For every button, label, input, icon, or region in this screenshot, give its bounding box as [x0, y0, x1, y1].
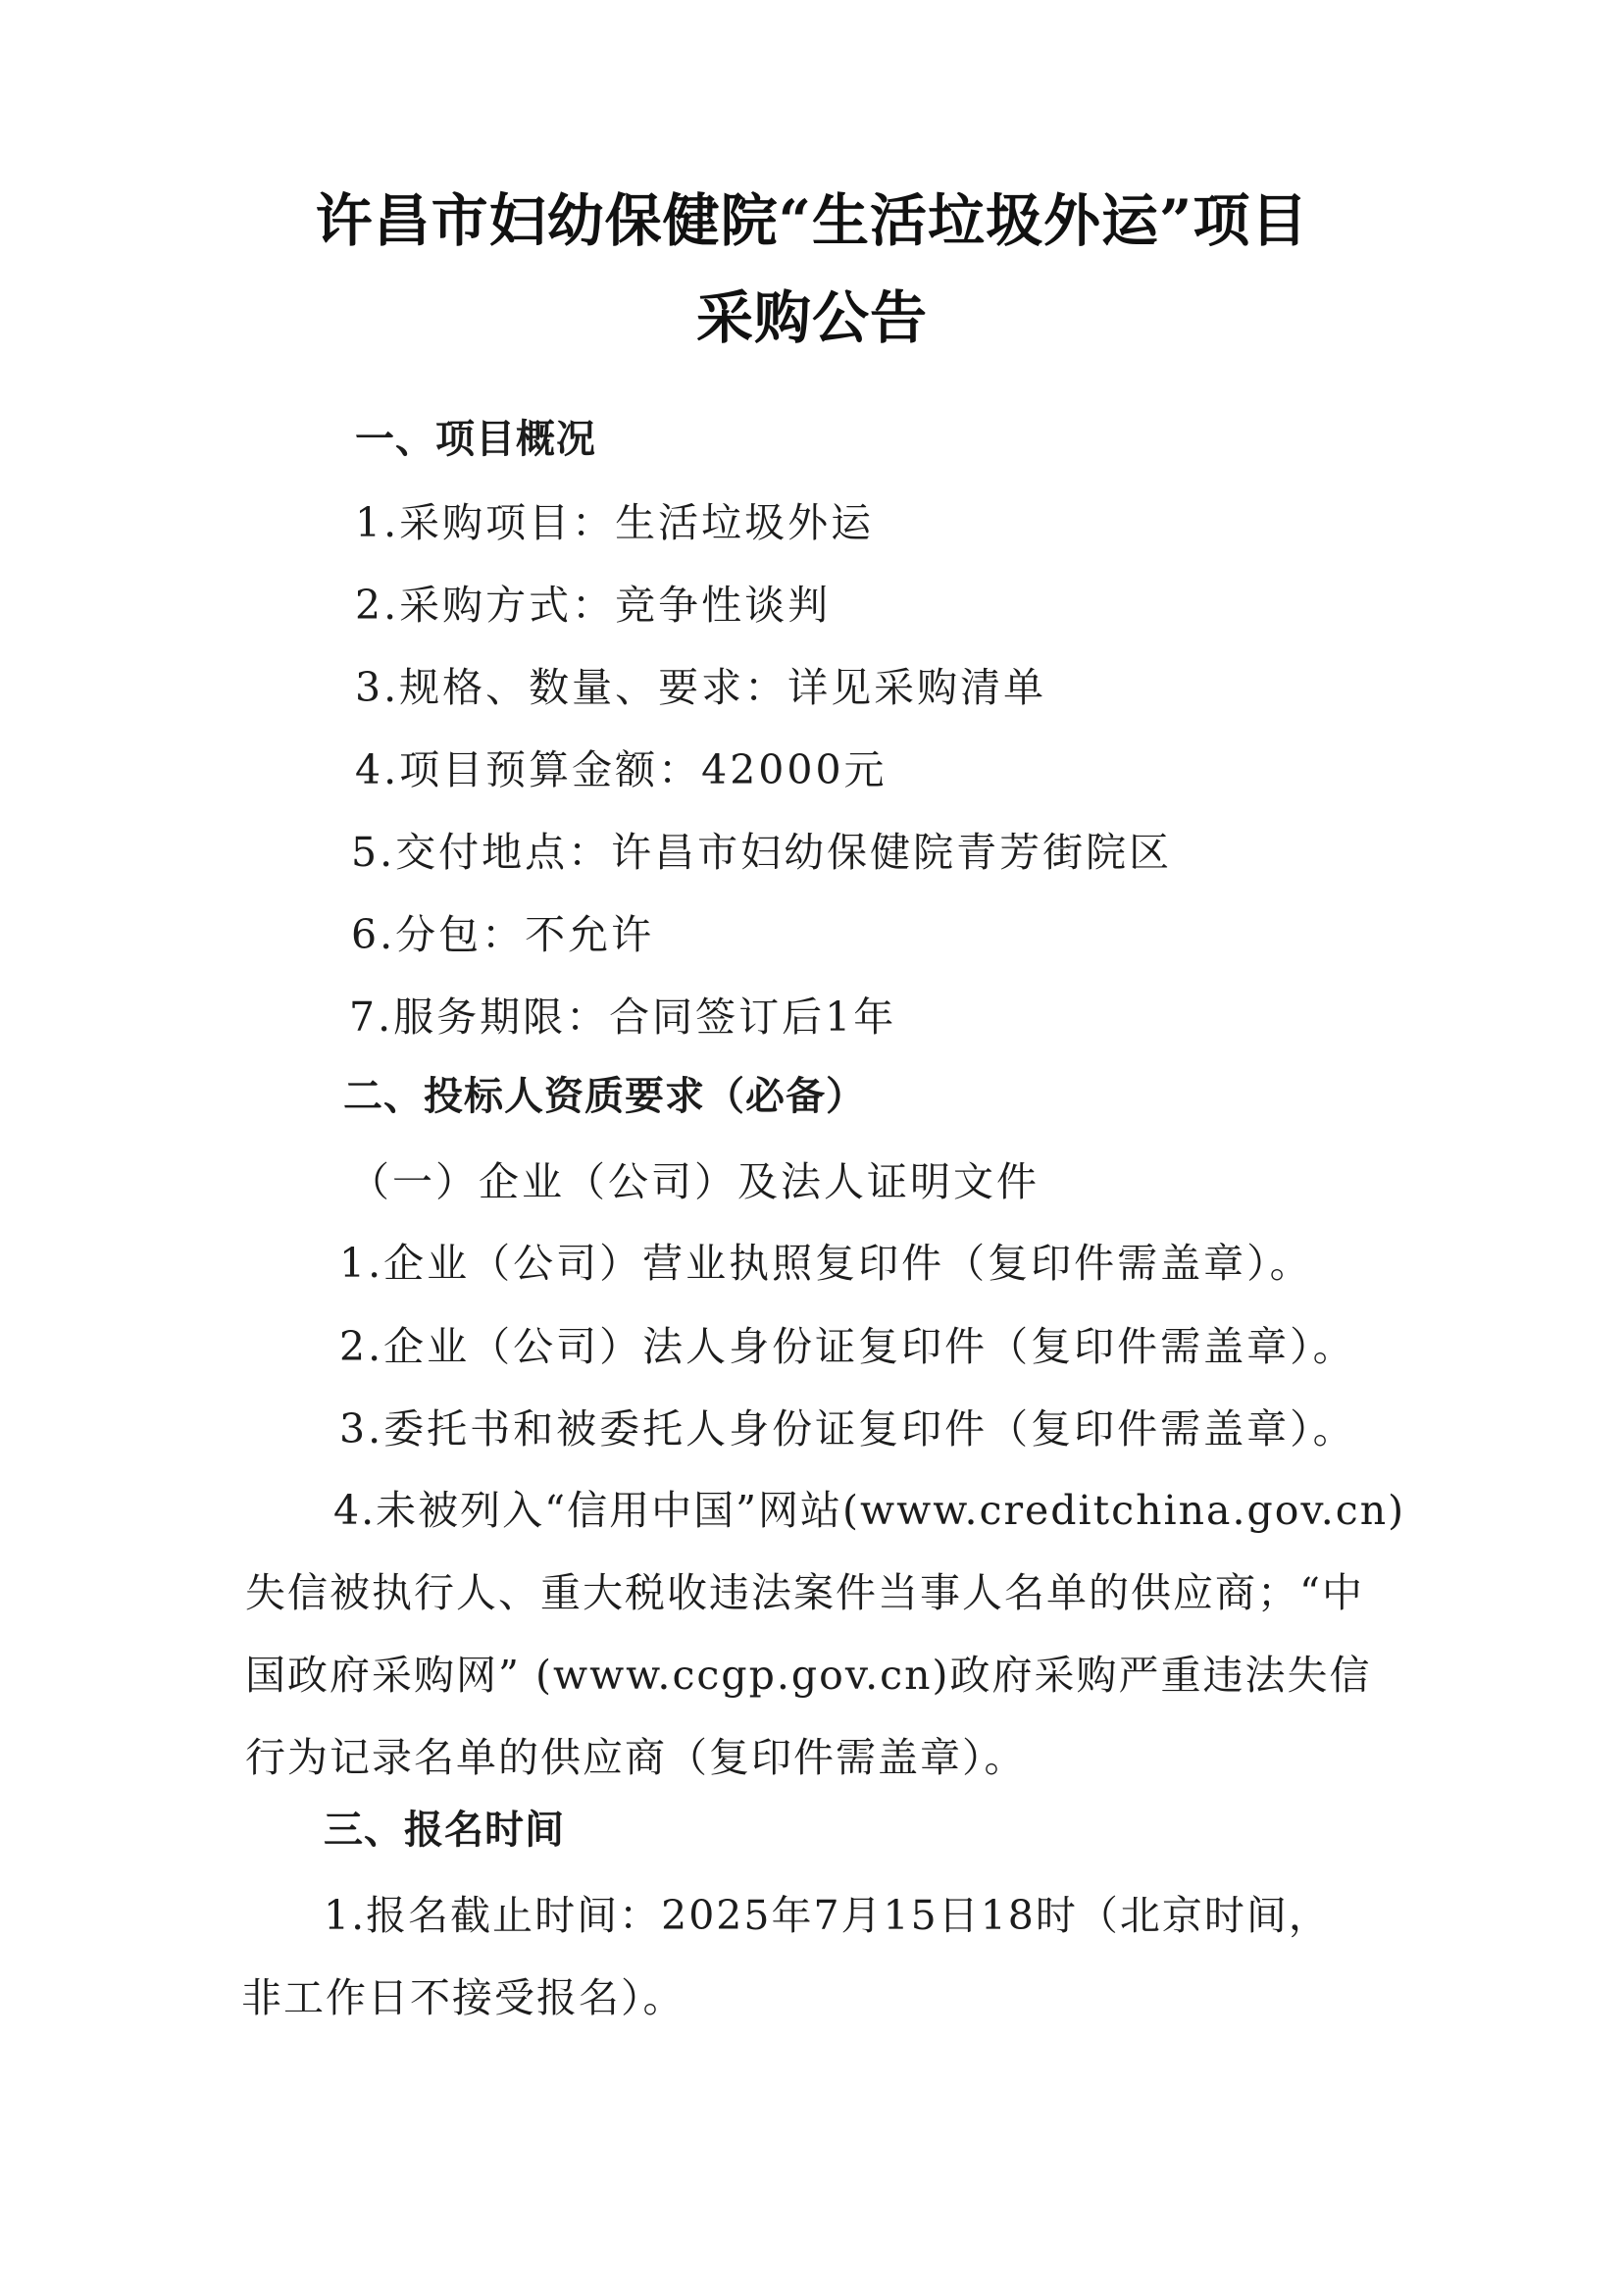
section-2-item-3: 3.委托书和被委托人身份证复印件（复印件需盖章）。 [339, 1405, 1356, 1453]
section-1-item-7: 7.服务期限：合同签订后1年 [349, 994, 897, 1041]
section-1-item-3: 3.规格、数量、要求：详见采购清单 [355, 664, 1047, 711]
section-1-item-5: 5.交付地点：许昌市妇幼保健院青芳街院区 [351, 829, 1173, 876]
section-3-heading: 三、报名时间 [324, 1808, 565, 1853]
section-2-item-4-line-3: 国政府采购网” (www.ccgp.gov.cn)政府采购严重违法失信 [245, 1652, 1372, 1699]
section-3-item-1-line-1: 1.报名截止时间：2025年7月15日18时（北京时间， [324, 1892, 1331, 1939]
section-1-heading: 一、项目概况 [355, 417, 596, 462]
section-1-item-6: 6.分包：不允许 [351, 911, 655, 958]
section-2-item-4-line-4: 行为记录名单的供应商（复印件需盖章）。 [245, 1734, 1027, 1781]
section-2-heading: 二、投标人资质要求（必备） [343, 1074, 866, 1119]
section-2-item-1: 1.企业（公司）营业执照复印件（复印件需盖章）。 [339, 1240, 1313, 1287]
section-3-item-1-line-2: 非工作日不接受报名）。 [241, 1974, 685, 2021]
document-title-line-1: 许昌市妇幼保健院“生活垃圾外运”项目 [315, 187, 1309, 254]
section-1-item-1: 1.采购项目：生活垃圾外运 [355, 499, 875, 546]
document-title-line-2: 采购公告 [695, 284, 928, 351]
section-2-item-4-line-1: 4.未被列入“信用中国”网站(www.creditchina.gov.cn) [333, 1487, 1406, 1534]
section-2-item-4-line-2: 失信被执行人、重大税收违法案件当事人名单的供应商；“中 [245, 1569, 1364, 1616]
section-1-item-2: 2.采购方式：竞争性谈判 [355, 582, 832, 629]
section-2-item-2: 2.企业（公司）法人身份证复印件（复印件需盖章）。 [339, 1323, 1356, 1370]
section-2-subheading: （一）企业（公司）及法人证明文件 [349, 1158, 1040, 1205]
section-1-item-4: 4.项目预算金额：42000元 [355, 746, 888, 793]
